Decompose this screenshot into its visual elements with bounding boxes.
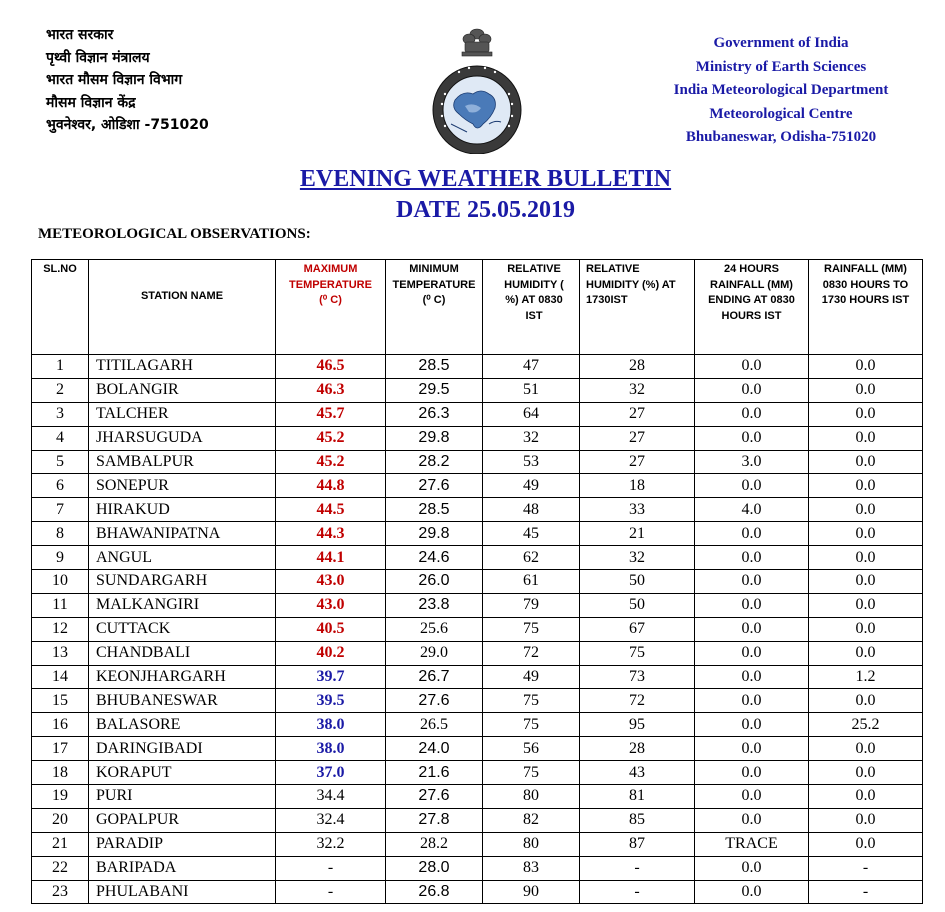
sl-no-cell: 23 bbox=[32, 880, 89, 904]
rh-1730-cell: 18 bbox=[580, 474, 695, 498]
station-name-cell: PARADIP bbox=[89, 832, 276, 856]
min-temp-cell: 28.2 bbox=[386, 450, 483, 474]
english-line: Meteorological Centre bbox=[709, 105, 853, 122]
rh-1730-cell: 50 bbox=[580, 570, 695, 594]
rh-1730-cell: 28 bbox=[580, 737, 695, 761]
max-temp-cell: 40.2 bbox=[276, 641, 386, 665]
table-row bbox=[32, 546, 923, 570]
rh-1730-cell: 50 bbox=[580, 593, 695, 617]
rainfall-24h-cell: 0.0 bbox=[695, 641, 809, 665]
english-line: Bhubaneswar, Odisha-751020 bbox=[685, 129, 877, 145]
max-temp-cell: 44.8 bbox=[276, 474, 386, 498]
table-row bbox=[32, 355, 923, 379]
column-header: SL.NO bbox=[32, 260, 89, 355]
min-temp-cell: 29.8 bbox=[386, 426, 483, 450]
max-temp-cell: 45.2 bbox=[276, 426, 386, 450]
rh-0830-cell: 82 bbox=[483, 808, 580, 832]
rainfall-24h-cell: 0.0 bbox=[695, 474, 809, 498]
hindi-line: भारत मौसम विज्ञान विभाग bbox=[46, 72, 183, 88]
table-row bbox=[32, 402, 923, 426]
rh-1730-cell: 21 bbox=[580, 522, 695, 546]
station-name-cell: KORAPUT bbox=[89, 761, 276, 785]
station-name-cell: PHULABANI bbox=[89, 880, 276, 904]
max-temp-cell: 34.4 bbox=[276, 785, 386, 809]
rh-0830-cell: 75 bbox=[483, 761, 580, 785]
rh-1730-cell: 75 bbox=[580, 641, 695, 665]
bulletin-title: EVENING WEATHER BULLETIN bbox=[299, 166, 672, 192]
table-row bbox=[32, 785, 923, 809]
rainfall-24h-cell: 0.0 bbox=[695, 570, 809, 594]
sl-no-cell: 10 bbox=[32, 570, 89, 594]
rainfall-24h-cell: 0.0 bbox=[695, 426, 809, 450]
rh-0830-cell: 79 bbox=[483, 593, 580, 617]
rainfall-24h-cell: 0.0 bbox=[695, 713, 809, 737]
station-name-cell: SONEPUR bbox=[89, 474, 276, 498]
sl-no-cell: 20 bbox=[32, 808, 89, 832]
rh-0830-cell: 64 bbox=[483, 402, 580, 426]
station-name-cell: BHUBANESWAR bbox=[89, 689, 276, 713]
max-temp-cell: 46.3 bbox=[276, 378, 386, 402]
rainfall-24h-cell: 0.0 bbox=[695, 402, 809, 426]
english-line: Ministry of Earth Sciences bbox=[695, 58, 867, 75]
rh-1730-cell: 85 bbox=[580, 808, 695, 832]
station-name-cell: BALASORE bbox=[89, 713, 276, 737]
rainfall-24h-cell: 0.0 bbox=[695, 378, 809, 402]
max-temp-cell: - bbox=[276, 856, 386, 880]
rainfall-day-cell: 0.0 bbox=[809, 402, 923, 426]
table-row bbox=[32, 641, 923, 665]
min-temp-cell: 24.0 bbox=[386, 737, 483, 761]
rainfall-24h-cell: 0.0 bbox=[695, 546, 809, 570]
min-temp-cell: 28.0 bbox=[386, 856, 483, 880]
table-row bbox=[32, 737, 923, 761]
sl-no-cell: 16 bbox=[32, 713, 89, 737]
column-header: RELATIVE HUMIDITY (%) AT 1730IST bbox=[580, 260, 695, 355]
max-temp-cell: 43.0 bbox=[276, 593, 386, 617]
sl-no-cell: 21 bbox=[32, 832, 89, 856]
max-temp-cell: 37.0 bbox=[276, 761, 386, 785]
rh-0830-cell: 49 bbox=[483, 665, 580, 689]
rainfall-24h-cell: 0.0 bbox=[695, 785, 809, 809]
min-temp-cell: 26.8 bbox=[386, 880, 483, 904]
bulletin-date: DATE 25.05.2019 bbox=[396, 197, 575, 223]
station-name-cell: TALCHER bbox=[89, 402, 276, 426]
observations-table bbox=[31, 259, 923, 904]
min-temp-cell: 29.8 bbox=[386, 522, 483, 546]
min-temp-cell: 28.5 bbox=[386, 355, 483, 379]
rh-0830-cell: 75 bbox=[483, 617, 580, 641]
rainfall-day-cell: 25.2 bbox=[809, 713, 923, 737]
max-temp-cell: 38.0 bbox=[276, 713, 386, 737]
rainfall-day-cell: 0.0 bbox=[809, 546, 923, 570]
column-header: RELATIVE HUMIDITY ( %) AT 0830 IST bbox=[483, 260, 580, 355]
rainfall-day-cell: 0.0 bbox=[809, 522, 923, 546]
station-name-cell: KEONJHARGARH bbox=[89, 665, 276, 689]
min-temp-cell: 26.0 bbox=[386, 570, 483, 594]
sl-no-cell: 2 bbox=[32, 378, 89, 402]
table-row bbox=[32, 378, 923, 402]
rh-1730-cell: 95 bbox=[580, 713, 695, 737]
sl-no-cell: 22 bbox=[32, 856, 89, 880]
table-row bbox=[32, 665, 923, 689]
table-row bbox=[32, 617, 923, 641]
station-name-cell: SUNDARGARH bbox=[89, 570, 276, 594]
rainfall-day-cell: 0.0 bbox=[809, 761, 923, 785]
sl-no-cell: 13 bbox=[32, 641, 89, 665]
rh-0830-cell: 75 bbox=[483, 689, 580, 713]
rh-1730-cell: 28 bbox=[580, 355, 695, 379]
table-row bbox=[32, 713, 923, 737]
rainfall-day-cell: 0.0 bbox=[809, 570, 923, 594]
column-header: RAINFALL (MM) 0830 HOURS TO 1730 HOURS IST bbox=[809, 260, 923, 355]
table-row bbox=[32, 880, 923, 904]
rh-1730-cell: 33 bbox=[580, 498, 695, 522]
column-header: STATION NAME bbox=[89, 260, 276, 355]
rainfall-day-cell: 0.0 bbox=[809, 474, 923, 498]
hindi-line: मौसम विज्ञान केंद्र bbox=[46, 94, 136, 111]
rainfall-day-cell: 0.0 bbox=[809, 617, 923, 641]
rainfall-24h-cell: 0.0 bbox=[695, 593, 809, 617]
station-name-cell: PURI bbox=[89, 785, 276, 809]
table-row bbox=[32, 426, 923, 450]
min-temp-cell: 29.5 bbox=[386, 378, 483, 402]
table-row bbox=[32, 808, 923, 832]
min-temp-cell: 29.0 bbox=[386, 641, 483, 665]
min-temp-cell: 25.6 bbox=[386, 617, 483, 641]
rainfall-day-cell: 0.0 bbox=[809, 737, 923, 761]
table-row bbox=[32, 474, 923, 498]
station-name-cell: CUTTACK bbox=[89, 617, 276, 641]
rainfall-24h-cell: 0.0 bbox=[695, 617, 809, 641]
rainfall-day-cell: 0.0 bbox=[809, 498, 923, 522]
rainfall-day-cell: 0.0 bbox=[809, 450, 923, 474]
rh-0830-cell: 51 bbox=[483, 378, 580, 402]
max-temp-cell: 44.3 bbox=[276, 522, 386, 546]
sl-no-cell: 18 bbox=[32, 761, 89, 785]
sl-no-cell: 17 bbox=[32, 737, 89, 761]
rh-1730-cell: 73 bbox=[580, 665, 695, 689]
hindi-address-block bbox=[46, 24, 209, 137]
rh-0830-cell: 62 bbox=[483, 546, 580, 570]
sl-no-cell: 11 bbox=[32, 593, 89, 617]
hindi-line: भारत सरकार bbox=[46, 27, 114, 43]
sl-no-cell: 15 bbox=[32, 689, 89, 713]
rh-0830-cell: 53 bbox=[483, 450, 580, 474]
station-name-cell: GOPALPUR bbox=[89, 808, 276, 832]
rh-1730-cell: 72 bbox=[580, 689, 695, 713]
rainfall-day-cell: 1.2 bbox=[809, 665, 923, 689]
rainfall-day-cell: 0.0 bbox=[809, 593, 923, 617]
sl-no-cell: 6 bbox=[32, 474, 89, 498]
rainfall-24h-cell: 0.0 bbox=[695, 808, 809, 832]
sl-no-cell: 14 bbox=[32, 665, 89, 689]
station-name-cell: SAMBALPUR bbox=[89, 450, 276, 474]
rh-0830-cell: 56 bbox=[483, 737, 580, 761]
rainfall-day-cell: 0.0 bbox=[809, 426, 923, 450]
max-temp-cell: 44.1 bbox=[276, 546, 386, 570]
section-heading: METEOROLOGICAL OBSERVATIONS: bbox=[38, 226, 311, 242]
min-temp-cell: 26.3 bbox=[386, 402, 483, 426]
min-temp-cell: 23.8 bbox=[386, 593, 483, 617]
max-temp-cell: 45.7 bbox=[276, 402, 386, 426]
max-temp-cell: 39.7 bbox=[276, 665, 386, 689]
rainfall-day-cell: 0.0 bbox=[809, 355, 923, 379]
station-name-cell: JHARSUGUDA bbox=[89, 426, 276, 450]
rainfall-day-cell: - bbox=[809, 856, 923, 880]
min-temp-cell: 27.8 bbox=[386, 808, 483, 832]
rh-0830-cell: 90 bbox=[483, 880, 580, 904]
rainfall-day-cell: 0.0 bbox=[809, 808, 923, 832]
min-temp-cell: 26.7 bbox=[386, 665, 483, 689]
column-header: 24 HOURS RAINFALL (MM) ENDING AT 0830 HOURS IST bbox=[695, 260, 809, 355]
station-name-cell: TITILAGARH bbox=[89, 355, 276, 379]
max-temp-cell: 32.4 bbox=[276, 808, 386, 832]
station-name-cell: MALKANGIRI bbox=[89, 593, 276, 617]
rainfall-day-cell: 0.0 bbox=[809, 785, 923, 809]
rainfall-day-cell: 0.0 bbox=[809, 378, 923, 402]
max-temp-cell: 39.5 bbox=[276, 689, 386, 713]
table-row bbox=[32, 856, 923, 880]
station-name-cell: BHAWANIPATNA bbox=[89, 522, 276, 546]
rh-1730-cell: 27 bbox=[580, 426, 695, 450]
rh-1730-cell: - bbox=[580, 856, 695, 880]
rh-1730-cell: 87 bbox=[580, 832, 695, 856]
max-temp-cell: - bbox=[276, 880, 386, 904]
rainfall-24h-cell: 3.0 bbox=[695, 450, 809, 474]
rh-1730-cell: 32 bbox=[580, 546, 695, 570]
station-name-cell: BOLANGIR bbox=[89, 378, 276, 402]
hindi-line: पृथ्वी विज्ञान मंत्रालय bbox=[46, 49, 150, 66]
rh-0830-cell: 75 bbox=[483, 713, 580, 737]
rainfall-24h-cell: 0.0 bbox=[695, 880, 809, 904]
sl-no-cell: 12 bbox=[32, 617, 89, 641]
rh-1730-cell: 27 bbox=[580, 402, 695, 426]
column-header: MINIMUM TEMPERATURE (⁰ C) bbox=[386, 260, 483, 355]
rh-1730-cell: 81 bbox=[580, 785, 695, 809]
max-temp-cell: 43.0 bbox=[276, 570, 386, 594]
max-temp-cell: 32.2 bbox=[276, 832, 386, 856]
imd-emblem-icon bbox=[429, 28, 525, 154]
sl-no-cell: 4 bbox=[32, 426, 89, 450]
min-temp-cell: 21.6 bbox=[386, 761, 483, 785]
rh-1730-cell: 32 bbox=[580, 378, 695, 402]
table-row bbox=[32, 498, 923, 522]
rainfall-24h-cell: 0.0 bbox=[695, 856, 809, 880]
column-header: MAXIMUM TEMPERATURE (⁰ C) bbox=[276, 260, 386, 355]
min-temp-cell: 28.2 bbox=[386, 832, 483, 856]
max-temp-cell: 38.0 bbox=[276, 737, 386, 761]
station-name-cell: HIRAKUD bbox=[89, 498, 276, 522]
rh-0830-cell: 80 bbox=[483, 785, 580, 809]
sl-no-cell: 19 bbox=[32, 785, 89, 809]
hindi-line: भुवनेश्वर, ओडिशा -751020 bbox=[46, 117, 209, 133]
sl-no-cell: 7 bbox=[32, 498, 89, 522]
min-temp-cell: 27.6 bbox=[386, 474, 483, 498]
rh-0830-cell: 48 bbox=[483, 498, 580, 522]
table-row bbox=[32, 832, 923, 856]
rainfall-day-cell: 0.0 bbox=[809, 641, 923, 665]
rainfall-24h-cell: 0.0 bbox=[695, 689, 809, 713]
max-temp-cell: 44.5 bbox=[276, 498, 386, 522]
sl-no-cell: 8 bbox=[32, 522, 89, 546]
table-row bbox=[32, 593, 923, 617]
rainfall-24h-cell: TRACE bbox=[695, 832, 809, 856]
english-line: Government of India bbox=[713, 35, 849, 51]
sl-no-cell: 1 bbox=[32, 355, 89, 379]
min-temp-cell: 27.6 bbox=[386, 689, 483, 713]
rh-1730-cell: 43 bbox=[580, 761, 695, 785]
table-row bbox=[32, 570, 923, 594]
rainfall-24h-cell: 0.0 bbox=[695, 737, 809, 761]
min-temp-cell: 28.5 bbox=[386, 498, 483, 522]
rainfall-24h-cell: 0.0 bbox=[695, 761, 809, 785]
sl-no-cell: 3 bbox=[32, 402, 89, 426]
rainfall-day-cell: 0.0 bbox=[809, 689, 923, 713]
min-temp-cell: 24.6 bbox=[386, 546, 483, 570]
rainfall-24h-cell: 4.0 bbox=[695, 498, 809, 522]
sl-no-cell: 9 bbox=[32, 546, 89, 570]
rainfall-24h-cell: 0.0 bbox=[695, 522, 809, 546]
rh-0830-cell: 61 bbox=[483, 570, 580, 594]
min-temp-cell: 26.5 bbox=[386, 713, 483, 737]
english-line: India Meteorological Department bbox=[673, 82, 889, 98]
max-temp-cell: 45.2 bbox=[276, 450, 386, 474]
station-name-cell: BARIPADA bbox=[89, 856, 276, 880]
rh-1730-cell: 67 bbox=[580, 617, 695, 641]
rh-0830-cell: 80 bbox=[483, 832, 580, 856]
english-address-block bbox=[661, 32, 901, 150]
sl-no-cell: 5 bbox=[32, 450, 89, 474]
rh-0830-cell: 47 bbox=[483, 355, 580, 379]
rh-0830-cell: 45 bbox=[483, 522, 580, 546]
rainfall-24h-cell: 0.0 bbox=[695, 355, 809, 379]
min-temp-cell: 27.6 bbox=[386, 785, 483, 809]
station-name-cell: CHANDBALI bbox=[89, 641, 276, 665]
rh-0830-cell: 32 bbox=[483, 426, 580, 450]
station-name-cell: DARINGIBADI bbox=[89, 737, 276, 761]
rainfall-24h-cell: 0.0 bbox=[695, 665, 809, 689]
rh-0830-cell: 72 bbox=[483, 641, 580, 665]
table-row bbox=[32, 522, 923, 546]
rh-1730-cell: - bbox=[580, 880, 695, 904]
rainfall-day-cell: 0.0 bbox=[809, 832, 923, 856]
rh-0830-cell: 83 bbox=[483, 856, 580, 880]
rh-1730-cell: 27 bbox=[580, 450, 695, 474]
rainfall-day-cell: - bbox=[809, 880, 923, 904]
table-row bbox=[32, 689, 923, 713]
max-temp-cell: 46.5 bbox=[276, 355, 386, 379]
table-row bbox=[32, 761, 923, 785]
rh-0830-cell: 49 bbox=[483, 474, 580, 498]
station-name-cell: ANGUL bbox=[89, 546, 276, 570]
table-header-row bbox=[32, 260, 923, 355]
max-temp-cell: 40.5 bbox=[276, 617, 386, 641]
table-row bbox=[32, 450, 923, 474]
